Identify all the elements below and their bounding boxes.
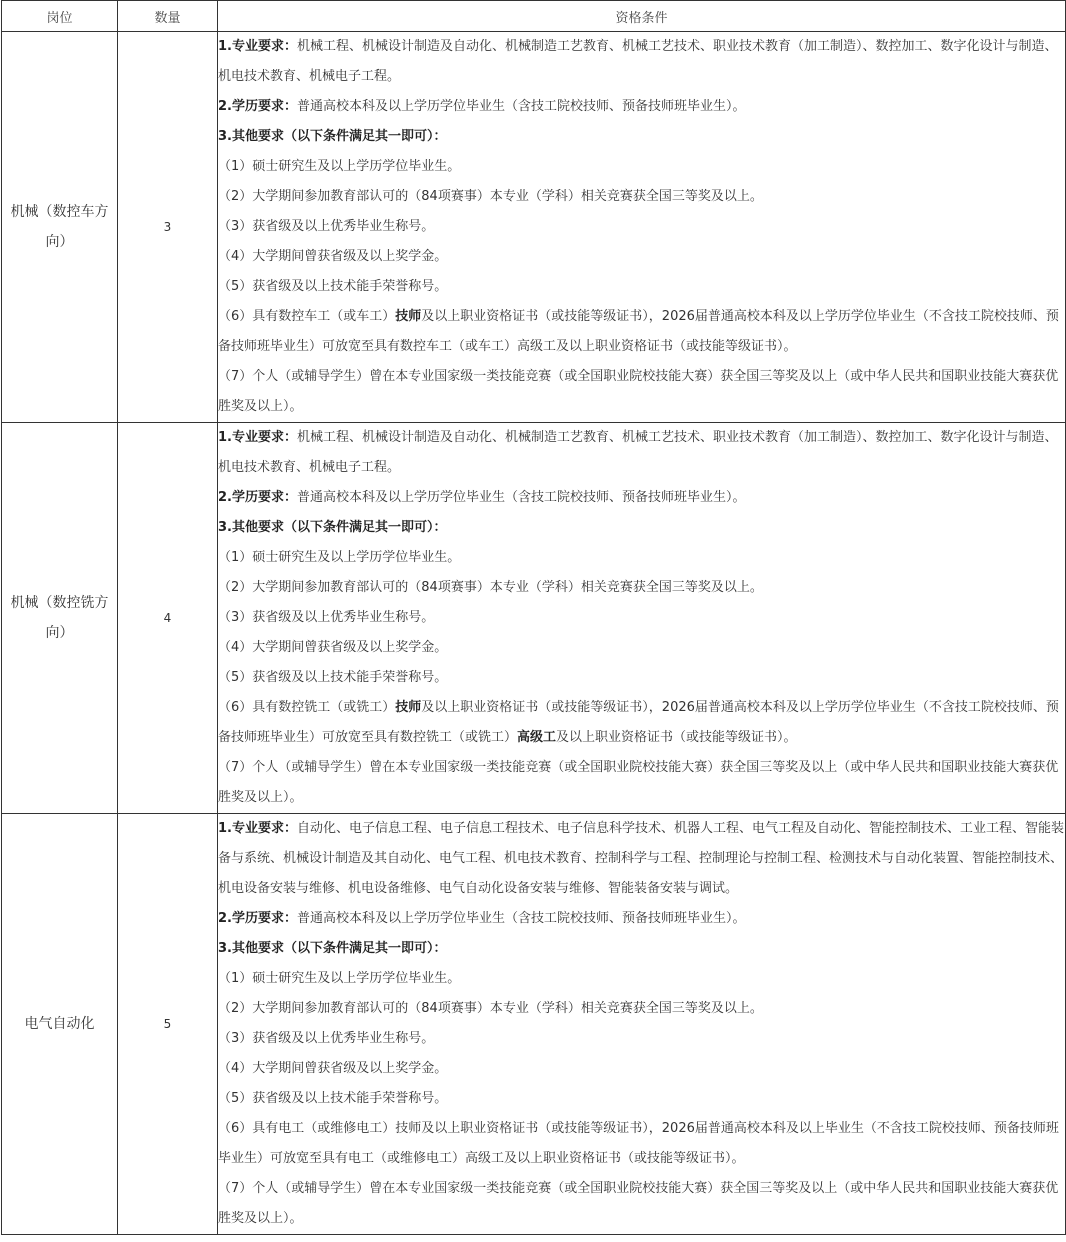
item6-part-c: 及以上职业资格证书（或技能等级证书），2026届普通高校本科及以上学历学位毕业生（不含技工院校技师、预备技师班毕业生）可放宽至具有数控车工（或车工）高级工及以上职业资格证书（或技能等级证书）。	[218, 309, 1059, 354]
count-cell: 4	[118, 423, 218, 814]
table-row	[2, 814, 1066, 1235]
major-requirement	[218, 814, 1065, 904]
other-requirement-label: 3.其他要求（以下条件满足其一即可）：	[218, 941, 447, 956]
education-label: 2.学历要求：	[218, 911, 297, 926]
other-requirement-label: 3.其他要求（以下条件满足其一即可）：	[218, 129, 447, 144]
list-item: （1）硕士研究生及以上学历学位毕业生。	[218, 971, 461, 986]
count-cell: 3	[118, 32, 218, 423]
major-label: 1.专业要求：	[218, 430, 297, 445]
item6-bold-technician: 技师	[395, 700, 422, 715]
list-item-7: （7）个人（或辅导学生）曾在本专业国家级一类技能竞赛（或全国职业院校技能大赛）获全国三等奖及以上（或中华人民共和国职业技能大赛获优胜奖及以上）。	[218, 369, 1059, 414]
list-item: （4）大学期间曾获省级及以上奖学金。	[218, 640, 448, 655]
list-item: （2）大学期间参加教育部认可的（84项赛事）本专业（学科）相关竞赛获全国三等奖及以上。	[218, 189, 763, 204]
major-requirement	[218, 423, 1065, 483]
table-header-row	[2, 1, 1066, 32]
list-item-6: （6）具有电工（或维修电工）技师及以上职业资格证书（或技能等级证书），2026届普通高校本科及以上毕业生（不含技工院校技师、预备技师班毕业生）可放宽至具有电工（或维修电工）高级工及以上职业资格证书（或技能等级证书）。	[218, 1121, 1059, 1166]
education-text: 普通高校本科及以上学历学位毕业生（含技工院校技师、预备技师班毕业生）。	[296, 911, 746, 926]
qualification-table	[1, 0, 1066, 1235]
header-conditions: 资格条件	[218, 1, 1066, 32]
conditions-cell	[218, 814, 1066, 1235]
list-item: （2）大学期间参加教育部认可的（84项赛事）本专业（学科）相关竞赛获全国三等奖及以上。	[218, 1001, 763, 1016]
item6-part-c: 及以上职业资格证书（或技能等级证书），2026届普通高校本科及以上学历学位毕业生（不含技工院校技师、预备技师班毕业生）可放宽至具有数控铣工（或铣工）	[218, 700, 1059, 745]
item6-part-e: 及以上职业资格证书（或技能等级证书）。	[556, 730, 797, 745]
list-item-7: （7）个人（或辅导学生）曾在本专业国家级一类技能竞赛（或全国职业院校技能大赛）获全国三等奖及以上（或中华人民共和国职业技能大赛获优胜奖及以上）。	[218, 760, 1059, 805]
table-row	[2, 32, 1066, 423]
conditions-cell	[218, 423, 1066, 814]
list-item: （3）获省级及以上优秀毕业生称号。	[218, 1031, 435, 1046]
list-item: （3）获省级及以上优秀毕业生称号。	[218, 610, 435, 625]
major-text: 自动化、电子信息工程、电子信息工程技术、电子信息科学技术、机器人工程、电气工程及自动化、智能控制技术、工业工程、智能装备与系统、机械设计制造及其自动化、电气工程、机电技术教育、控制科学与工程、控制理论与控制工程、检测技术与自动化装置、智能控制技术、机电设备安装与维修、机电设备维修、电气自动化设备安装与维修、智能装备安装与调试。	[218, 821, 1064, 896]
major-label: 1.专业要求：	[218, 39, 297, 54]
header-position: 岗位	[2, 1, 118, 32]
major-text: 机械工程、机械设计制造及自动化、机械制造工艺教育、机械工艺技术、职业技术教育（加工制造）、数控加工、数字化设计与制造、机电技术教育、机械电子工程。	[218, 39, 1058, 84]
item6-part-a: （6）具有数控车工（或车工）	[218, 309, 396, 324]
list-item: （5）获省级及以上技术能手荣誉称号。	[218, 670, 448, 685]
education-label: 2.学历要求：	[218, 490, 297, 505]
list-item: （5）获省级及以上技术能手荣誉称号。	[218, 279, 448, 294]
major-label: 1.专业要求：	[218, 821, 297, 836]
education-label: 2.学历要求：	[218, 99, 297, 114]
list-item: （4）大学期间曾获省级及以上奖学金。	[218, 249, 448, 264]
position-cell: 电气自动化	[2, 814, 118, 1235]
education-requirement	[218, 904, 1065, 934]
major-requirement	[218, 32, 1065, 92]
list-item: （1）硕士研究生及以上学历学位毕业生。	[218, 159, 461, 174]
education-requirement	[218, 483, 1065, 513]
item6-bold-senior: 高级工	[517, 730, 557, 745]
major-text: 机械工程、机械设计制造及自动化、机械制造工艺教育、机械工艺技术、职业技术教育（加工制造）、数控加工、数字化设计与制造、机电技术教育、机械电子工程。	[218, 430, 1058, 475]
list-item-7: （7）个人（或辅导学生）曾在本专业国家级一类技能竞赛（或全国职业院校技能大赛）获全国三等奖及以上（或中华人民共和国职业技能大赛获优胜奖及以上）。	[218, 1181, 1059, 1226]
list-item: （1）硕士研究生及以上学历学位毕业生。	[218, 550, 461, 565]
list-item-6	[218, 693, 1065, 753]
list-item: （3）获省级及以上优秀毕业生称号。	[218, 219, 435, 234]
position-cell: 机械（数控铣方向）	[2, 423, 118, 814]
education-text: 普通高校本科及以上学历学位毕业生（含技工院校技师、预备技师班毕业生）。	[296, 490, 746, 505]
item6-part-a: （6）具有数控铣工（或铣工）	[218, 700, 396, 715]
item6-bold-technician: 技师	[395, 309, 422, 324]
education-requirement	[218, 92, 1065, 122]
list-item: （5）获省级及以上技术能手荣誉称号。	[218, 1091, 448, 1106]
table-row	[2, 423, 1066, 814]
conditions-cell	[218, 32, 1066, 423]
education-text: 普通高校本科及以上学历学位毕业生（含技工院校技师、预备技师班毕业生）。	[296, 99, 746, 114]
position-cell: 机械（数控车方向）	[2, 32, 118, 423]
list-item: （4）大学期间曾获省级及以上奖学金。	[218, 1061, 448, 1076]
count-cell: 5	[118, 814, 218, 1235]
list-item: （2）大学期间参加教育部认可的（84项赛事）本专业（学科）相关竞赛获全国三等奖及以上。	[218, 580, 763, 595]
list-item-6	[218, 302, 1065, 362]
other-requirement-label: 3.其他要求（以下条件满足其一即可）：	[218, 520, 447, 535]
header-count: 数量	[118, 1, 218, 32]
